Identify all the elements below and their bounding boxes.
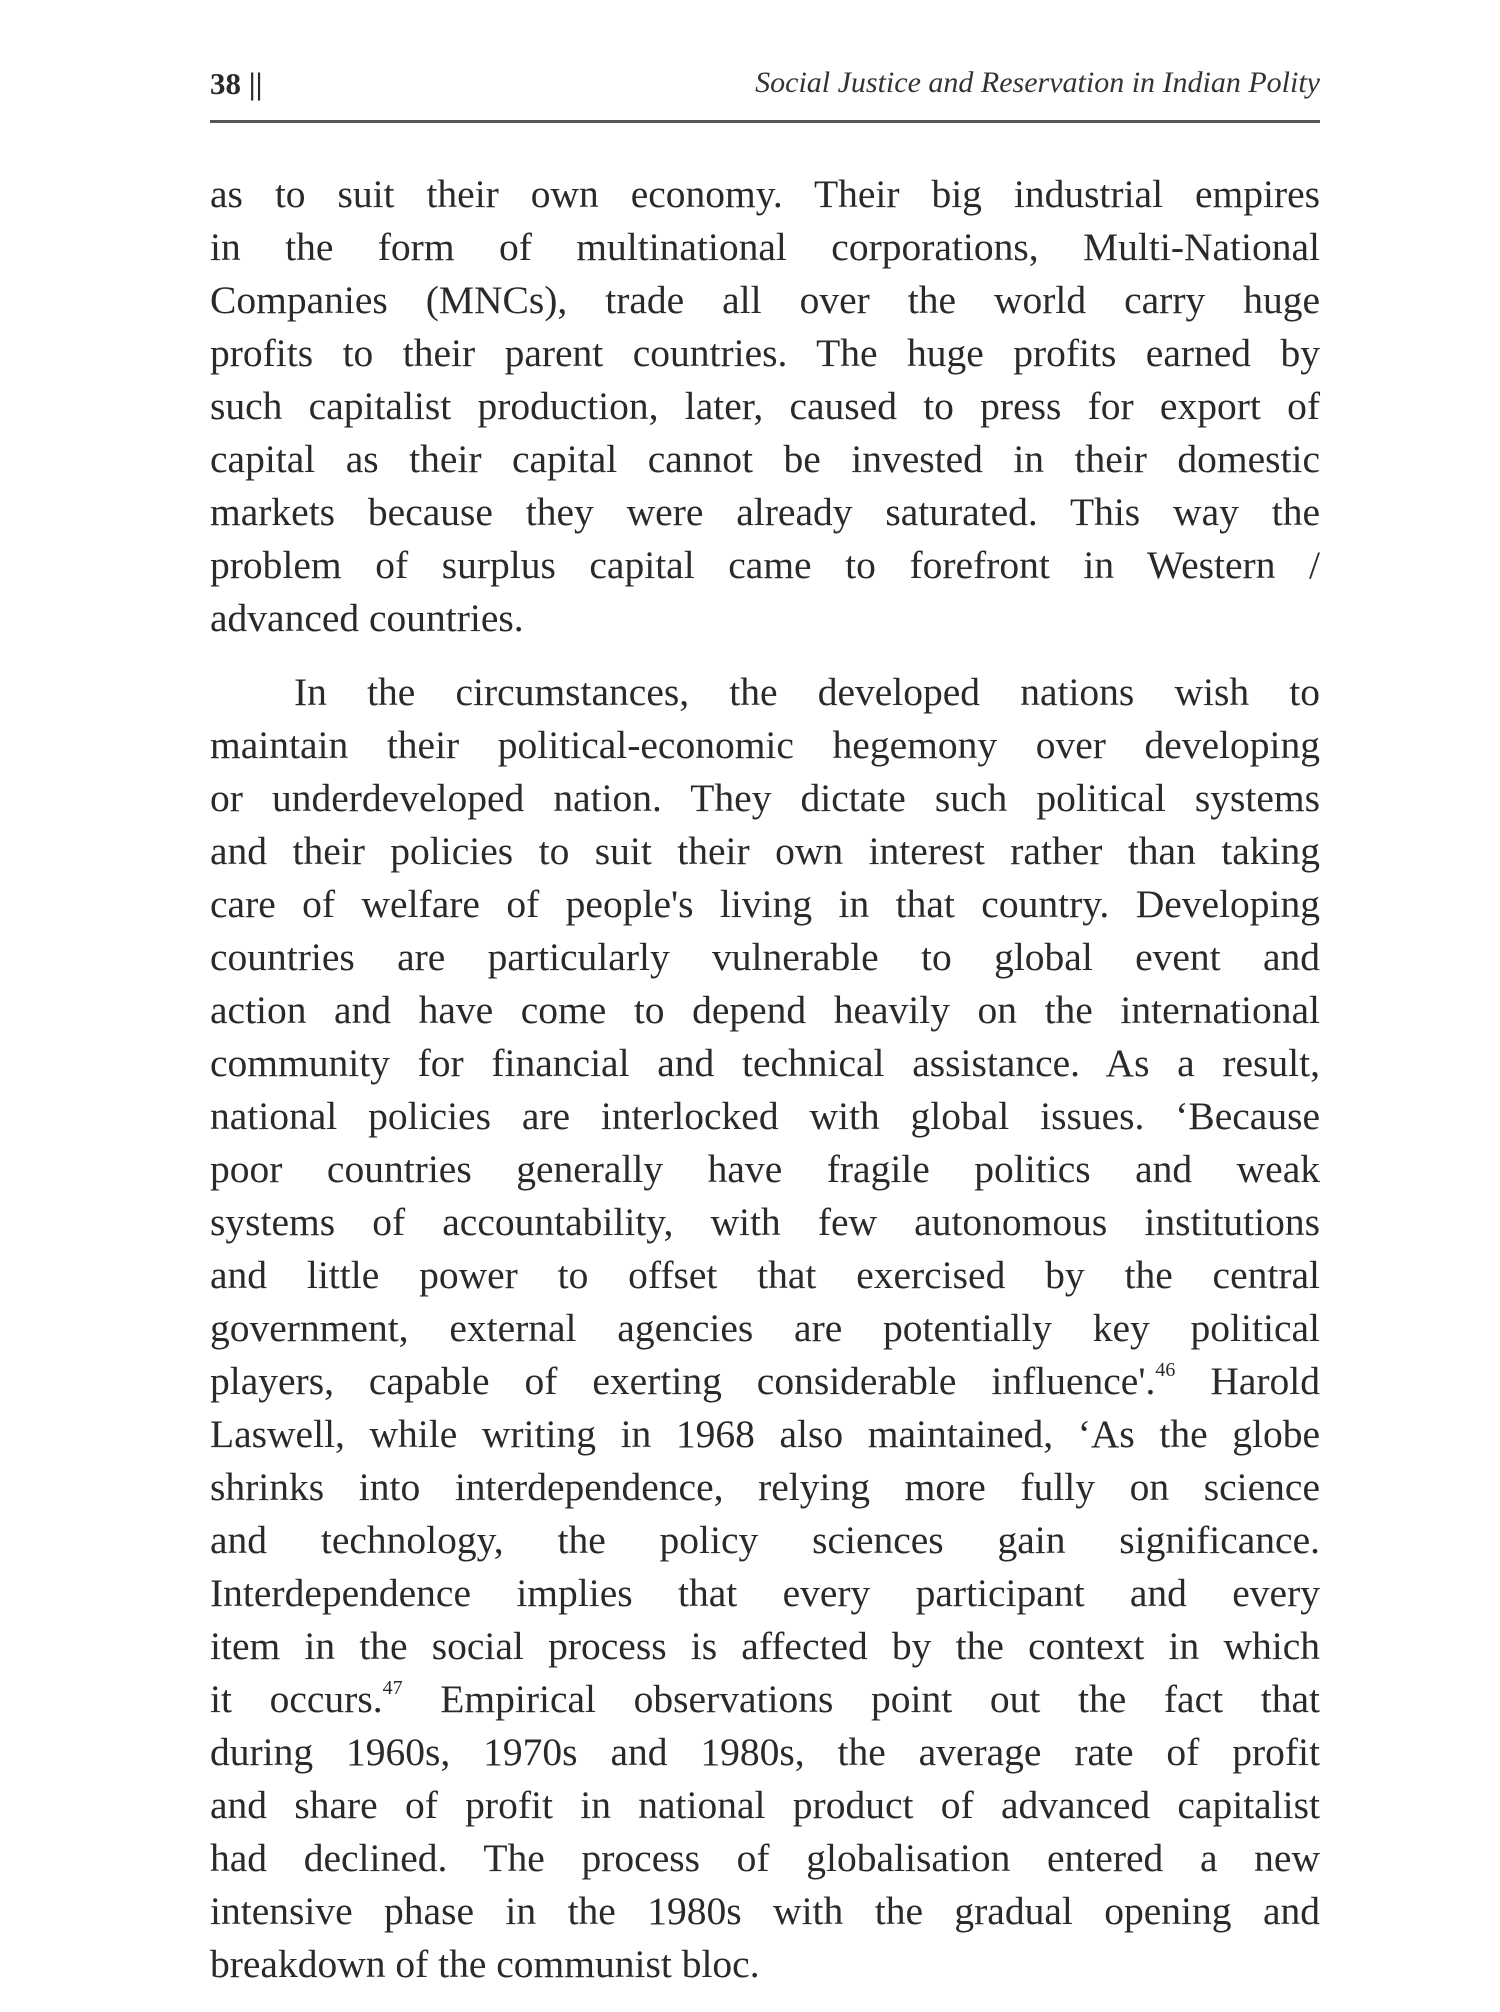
line-text: players, capable of exerting considerable influence'. [210, 1359, 1156, 1403]
text-line: countries are particularly vulnerable to global event and [210, 935, 1320, 979]
running-title: Social Justice and Reservation in Indian Polity [755, 66, 1320, 99]
line-text: it occurs. [210, 1677, 383, 1721]
text-line: during 1960s, 1970s and 1980s, the average rate of profit [210, 1730, 1320, 1774]
text-line: and share of profit in national product of advanced capitalist [210, 1783, 1320, 1827]
text-line: markets because they were already saturated. This way the [210, 490, 1320, 534]
text-line: or underdeveloped nation. They dictate such political systems [210, 776, 1320, 820]
text-line: problem of surplus capital came to forefront in Western / [210, 543, 1320, 587]
text-line: care of welfare of people's living in that country. Developing [210, 882, 1320, 926]
text-line: profits to their parent countries. The huge profits earned by [210, 331, 1320, 375]
text-line: had declined. The process of globalisation entered a new [210, 1836, 1320, 1880]
text-line: and their policies to suit their own interest rather than taking [210, 829, 1320, 873]
text-line: Companies (MNCs), trade all over the world carry huge [210, 278, 1320, 322]
text-line: item in the social process is affected by the context in which [210, 1624, 1320, 1668]
text-line-footnote-47 [210, 1673, 1320, 1726]
text-line: Laswell, while writing in 1968 also maintained, ‘As the globe [210, 1412, 1320, 1456]
text-line: national policies are interlocked with global issues. ‘Because [210, 1094, 1320, 1138]
text-line: maintain their political-economic hegemony over developing [210, 723, 1320, 767]
text-line: Interdependence implies that every participant and every [210, 1571, 1320, 1615]
text-line: in the form of multinational corporations, Multi-National [210, 225, 1320, 269]
paragraph-1 [210, 168, 1320, 645]
text-line: as to suit their own economy. Their big industrial empires [210, 172, 1320, 216]
text-line: breakdown of the communist bloc. [210, 1942, 760, 1986]
line-text: Empirical observations point out the fact that [440, 1677, 1320, 1721]
text-line: In the circumstances, the developed nations wish to [294, 670, 1320, 714]
text-line: capital as their capital cannot be invested in their domestic [210, 437, 1320, 481]
text-line: and technology, the policy sciences gain significance. [210, 1518, 1320, 1562]
text-line: government, external agencies are potentially key political [210, 1306, 1320, 1350]
page-body [210, 168, 1320, 2012]
line-text: Harold [1210, 1359, 1320, 1403]
text-line: intensive phase in the 1980s with the gradual opening and [210, 1889, 1320, 1933]
text-line: poor countries generally have fragile politics and weak [210, 1147, 1320, 1191]
text-line: and little power to offset that exercised by the central [210, 1253, 1320, 1297]
footnote-ref-46[interactable]: 46 [1155, 1359, 1176, 1381]
text-line: community for financial and technical assistance. As a result, [210, 1041, 1320, 1085]
paragraph-2 [210, 666, 1320, 1991]
text-line-footnote-46 [210, 1355, 1320, 1408]
running-header [210, 66, 1320, 110]
page-number: 38 || [210, 66, 263, 101]
text-line: advanced countries. [210, 596, 524, 640]
text-line: systems of accountability, with few autonomous institutions [210, 1200, 1320, 1244]
header-rule [210, 120, 1320, 123]
footnote-ref-47[interactable]: 47 [382, 1677, 403, 1699]
text-line: shrinks into interdependence, relying more fully on science [210, 1465, 1320, 1509]
text-line: such capitalist production, later, caused to press for export of [210, 384, 1320, 428]
text-line: action and have come to depend heavily on the international [210, 988, 1320, 1032]
